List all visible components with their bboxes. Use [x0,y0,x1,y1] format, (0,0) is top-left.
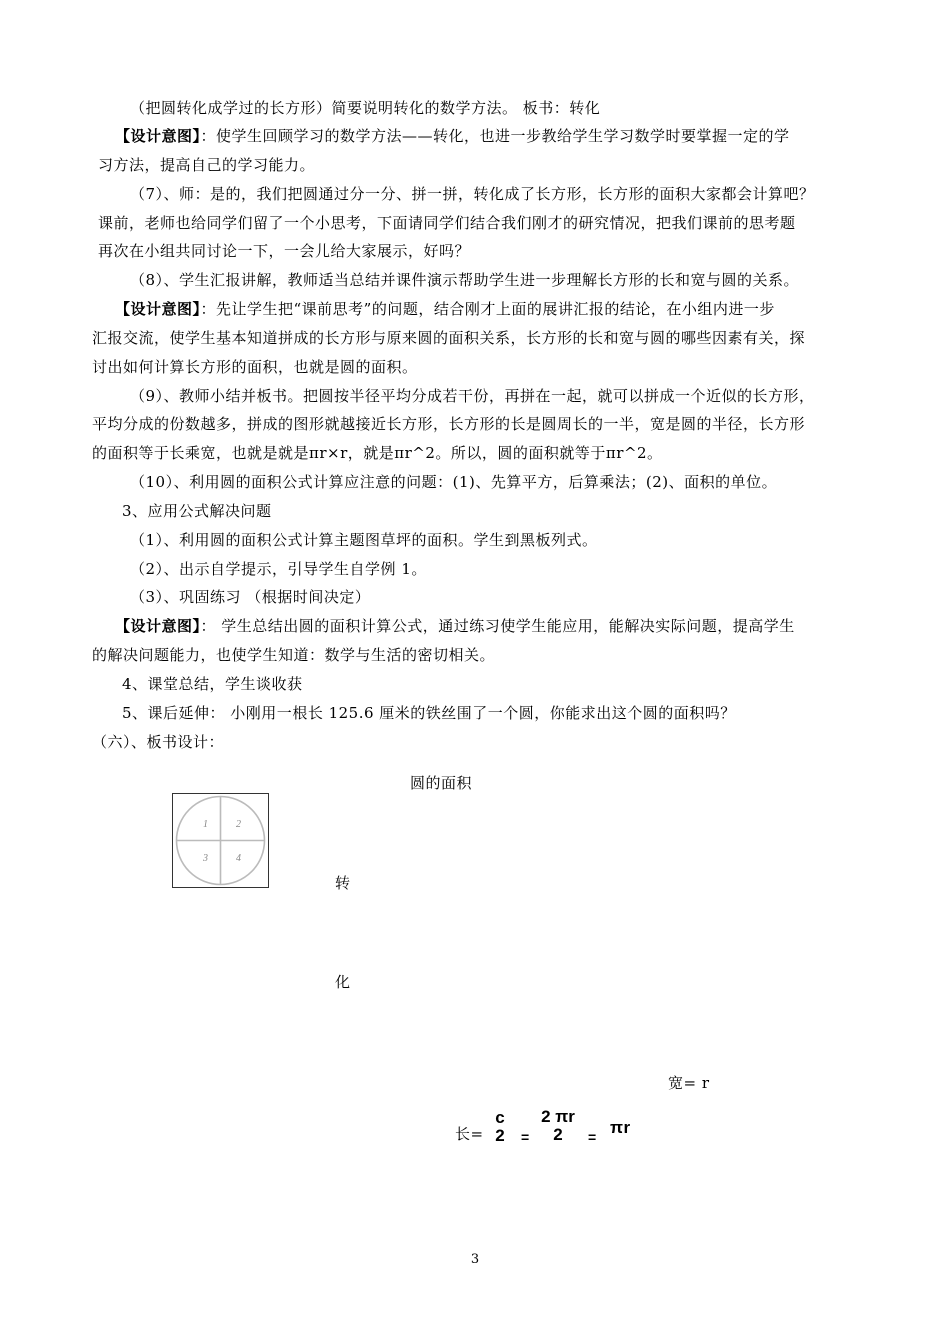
quadrant-label-4: 4 [236,853,241,864]
paragraph-line: 再次在小组共同讨论一下，一会儿给大家展示，好吗？ [98,242,471,260]
paragraph-design-intent-2: 【设计意图】：先让学生把“课前思考”的问题，结合刚才上面的展讲汇报的结论，在小组内进一步 [115,300,775,318]
design-intent-label: 【设计意图】 [115,300,201,318]
fraction-2pir-over-2 [536,1108,580,1144]
paragraph-design-intent-3: 【设计意图】： 学生总结出圆的面积计算公式，通过练习使学生能应用，能解决实际问题，提高学生 [115,617,795,635]
board-word-zhuan: 转 [335,874,351,892]
circle-diagram [172,793,269,888]
paragraph-conversion: （把圆转化成学过的长方形）简要说明转化的数学方法。 板书：转化 [130,99,601,117]
paragraph-extension: 5、课后延伸： 小刚用一根长 125.6 厘米的铁丝围了一个圆，你能求出这个圆的面积吗？ [122,704,736,722]
quadrant-label-3: 3 [203,853,208,864]
fraction-c-over-2 [490,1109,510,1145]
length-label: 长= [455,1125,484,1143]
design-intent-label: 【设计意图】 [115,617,201,635]
circle-quadrants-svg [173,794,268,887]
quadrant-label-1: 1 [203,819,208,830]
paragraph-apply-1: （1）、利用圆的面积公式计算主题图草坪的面积。学生到黑板列式。 [130,531,598,549]
paragraph-line: 的解决问题能力，也使学生知道：数学与生活的密切相关。 [92,646,496,664]
paragraph-apply-formula: 3、应用公式解决问题 [122,502,272,520]
design-intent-label: 【设计意图】 [115,127,201,145]
paragraph-design-intent-1: 【设计意图】：使学生回顾学习的数学方法——转化，也进一步教给学生学习数学时要掌握一定的学 [115,127,790,145]
paragraph-apply-2: （2）、出示自学提示，引导学生自学例 1。 [130,560,427,578]
paragraph-line: 习方法，提高自己的学习能力。 [98,156,316,174]
paragraph-line: 的面积等于长乘宽，也就是就是πr×r，就是πr^2。所以，圆的面积就等于πr^2。 [92,444,663,462]
paragraph-line: 汇报交流，使学生基本知道拼成的长方形与原来圆的面积关系，长方形的长和宽与圆的哪些因素有关，探 [92,329,806,347]
equals-sign: = [521,1129,530,1145]
fraction-denominator: 2 [553,1125,563,1144]
paragraph-step-7: （7）、师：是的，我们把圆通过分一分、拼一拼，转化成了长方形，长方形的面积大家都会计算吧？ [130,185,815,203]
paragraph-line: 平均分成的份数越多，拼成的图形就越接近长方形，长方形的长是圆周长的一半，宽是圆的半径，长方形 [92,415,806,433]
fraction-denominator: 2 [495,1126,505,1145]
paragraph-line: 课前，老师也给同学们留了一个小思考，下面请同学们结合我们刚才的研究情况，把我们课前的思考题 [98,214,796,232]
paragraph-step-9: （9）、教师小结并板书。把圆按半径平均分成若干份，再拼在一起，就可以拼成一个近似的长方形， [130,387,815,405]
formula-result: πr [610,1118,631,1137]
board-word-hua: 化 [335,973,351,991]
paragraph-summary: 4、课堂总结，学生谈收获 [122,675,303,693]
paragraph-step-8: （8）、学生汇报讲解，教师适当总结并课件演示帮助学生进一步理解长方形的长和宽与圆的关系。 [130,271,800,289]
fraction-numerator: 2 πr [541,1107,575,1126]
board-title: 圆的面积 [410,774,473,792]
paragraph-step-10: （10）、利用圆的面积公式计算应注意的问题：(1)、先算平方，后算乘法；(2)、面积的单位。 [130,473,778,491]
paragraph-apply-3: （3）、巩固练习 （根据时间决定） [130,588,371,606]
page-number: 3 [470,1252,480,1267]
section-heading-board-design: （六）、板书设计： [92,733,225,751]
width-label: 宽= r [668,1074,710,1092]
paragraph-line: 讨出如何计算长方形的面积，也就是圆的面积。 [92,358,418,376]
fraction-numerator: c [495,1108,505,1127]
equals-sign: = [588,1129,597,1145]
quadrant-label-2: 2 [236,819,241,830]
